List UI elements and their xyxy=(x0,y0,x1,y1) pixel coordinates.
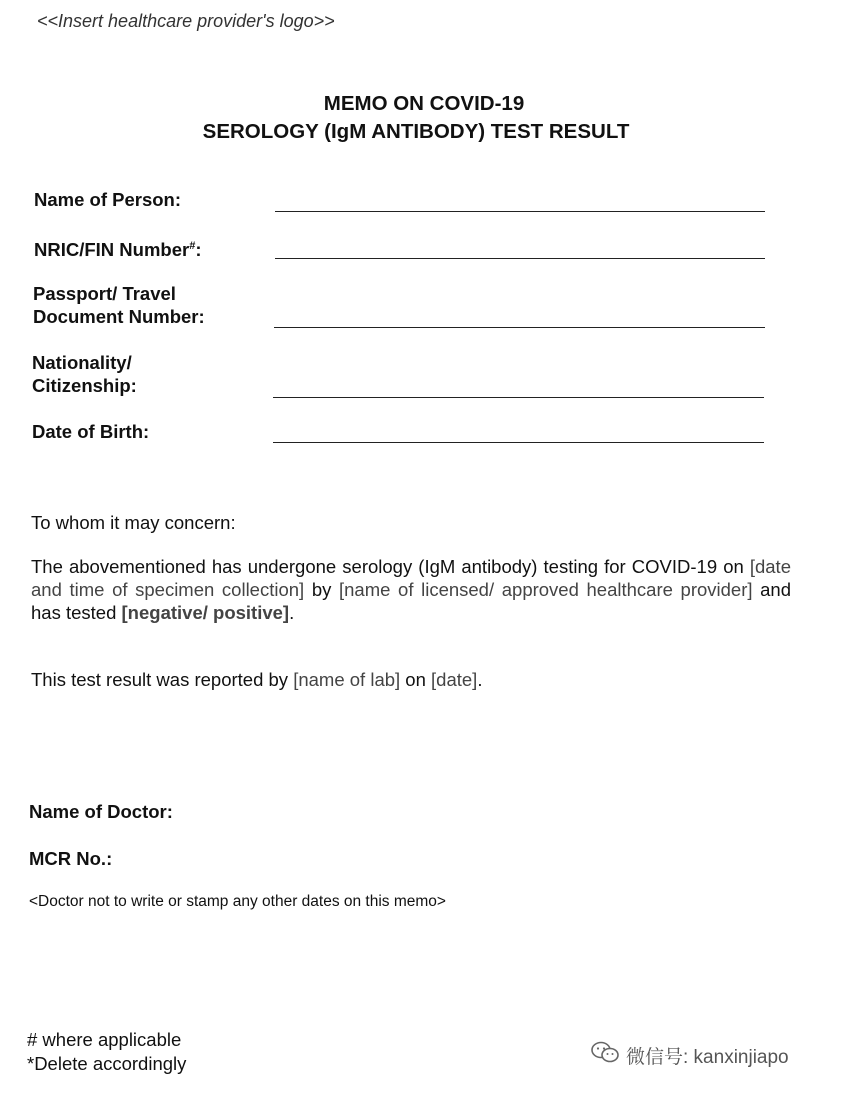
provider-placeholder: [name of licensed/ approved healthcare provider] xyxy=(339,579,753,600)
doctor-name-label: Name of Doctor: xyxy=(29,801,173,822)
name-of-person-line xyxy=(275,211,765,212)
report-date-placeholder: [date] xyxy=(431,669,478,690)
nationality-label: Nationality/ Citizenship: xyxy=(32,352,137,396)
result-placeholder: [negative/ positive] xyxy=(121,602,290,623)
footnote-delete-accordingly: *Delete accordingly xyxy=(27,1053,187,1074)
report-paragraph: This test result was reported by [name of lab] on [date]. xyxy=(31,669,483,690)
doctor-date-note: <Doctor not to write or stamp any other dates on this memo> xyxy=(29,893,446,910)
result-paragraph: The abovementioned has undergone serology (IgM antibody) testing for COVID-19 on [date and time of specimen collection] by [name of licensed/ approved healthcare provider] and has tested [negative/ positive]. xyxy=(31,556,792,623)
footnote-where-applicable: # where applicable xyxy=(27,1029,182,1050)
name-of-person-label: Name of Person: xyxy=(34,189,182,210)
logo-placeholder: <<Insert healthcare provider's logo>> xyxy=(37,11,335,31)
memo-title-line1: MEMO ON COVID-19 xyxy=(323,92,525,115)
nric-footnote-mark: # xyxy=(189,240,196,252)
specimen-date-placeholder: [date and time of specimen collection] xyxy=(31,556,791,600)
date-of-birth-label: Date of Birth: xyxy=(32,421,150,442)
passport-line xyxy=(274,327,765,328)
nationality-line xyxy=(273,397,764,398)
date-of-birth-line xyxy=(273,442,764,443)
watermark-text: 微信号: kanxinjiapo xyxy=(626,1046,789,1068)
memo-title-line2: SEROLOGY (IgM ANTIBODY) TEST RESULT xyxy=(202,120,630,143)
nric-fin-label: NRIC/FIN Number#: xyxy=(34,239,202,261)
wechat-watermark xyxy=(590,1040,789,1070)
passport-label: Passport/ Travel Document Number: xyxy=(33,283,205,327)
lab-placeholder: [name of lab] xyxy=(293,669,401,690)
wechat-icon xyxy=(590,1040,620,1070)
mcr-number-label: MCR No.: xyxy=(29,848,113,869)
salutation: To whom it may concern: xyxy=(31,512,236,533)
nric-fin-line xyxy=(275,258,765,259)
